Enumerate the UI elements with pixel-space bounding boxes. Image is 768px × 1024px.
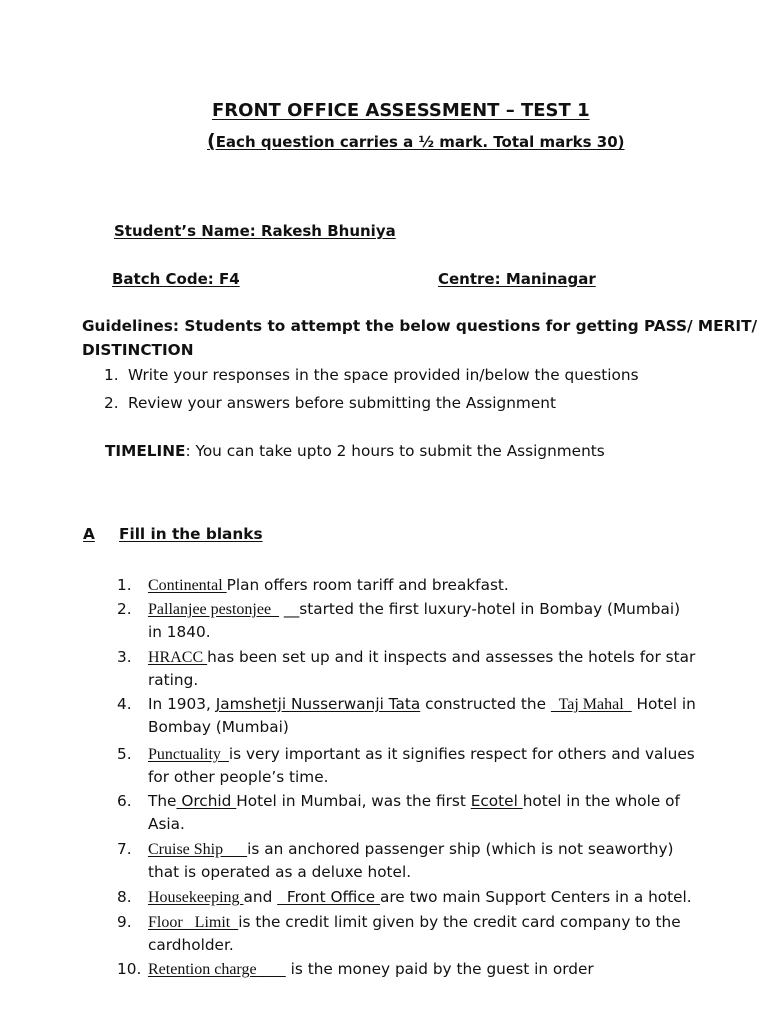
timeline bbox=[105, 442, 605, 460]
question-text-continued: Asia. bbox=[148, 815, 185, 833]
question-number: 3. bbox=[117, 648, 132, 666]
question-text-continued: for other people’s time. bbox=[148, 768, 329, 786]
question-text: constructed the bbox=[420, 695, 551, 713]
answer-field[interactable]: Front Office bbox=[277, 888, 380, 906]
question-text: are two main Support Centers in a hotel. bbox=[379, 888, 692, 906]
page-subtitle bbox=[207, 130, 625, 152]
subtitle-text: Each question carries a ½ mark. Total marks 30) bbox=[215, 133, 625, 151]
section-title: Fill in the blanks bbox=[119, 525, 263, 543]
question-text: Hotel in bbox=[631, 695, 696, 713]
question-text-continued: in 1840. bbox=[148, 623, 211, 641]
guideline-item-text: Review your answers before submitting the Assignment bbox=[128, 394, 556, 412]
guidelines-heading-line1: Guidelines: Students to attempt the below questions for getting PASS/ MERIT/ bbox=[82, 317, 758, 335]
question-number: 10. bbox=[117, 960, 142, 978]
batch-code: Batch Code: F4 bbox=[112, 270, 240, 288]
question-7 bbox=[148, 840, 674, 859]
answer-field[interactable]: Retention charge bbox=[148, 961, 257, 978]
question-text-continued: Bombay (Mumbai) bbox=[148, 718, 289, 736]
answer-field[interactable]: HRACC bbox=[148, 649, 208, 666]
question-number: 4. bbox=[117, 695, 132, 713]
answer-field[interactable]: Floor Limit bbox=[148, 914, 239, 931]
blank-gap: __ bbox=[279, 600, 300, 618]
answer-field[interactable]: Taj Mahal bbox=[550, 696, 632, 713]
answer-field[interactable]: Continental bbox=[148, 577, 227, 594]
question-text: has been set up and it inspects and assesses the hotels for star bbox=[207, 648, 696, 666]
guideline-item-number: 2. bbox=[104, 394, 119, 412]
question-text: is very important as it signifies respect for others and values bbox=[228, 745, 695, 763]
answer-field[interactable]: Punctuality bbox=[148, 746, 229, 763]
question-6 bbox=[148, 792, 680, 810]
question-text: The bbox=[148, 792, 177, 810]
question-text: is the credit limit given by the credit card company to the bbox=[238, 913, 681, 931]
question-text-continued: that is operated as a deluxe hotel. bbox=[148, 863, 412, 881]
question-text: and bbox=[243, 888, 278, 906]
question-text: hotel in the whole of bbox=[522, 792, 680, 810]
question-number: 5. bbox=[117, 745, 132, 763]
question-5 bbox=[148, 745, 695, 764]
question-number: 6. bbox=[117, 792, 132, 810]
blank-gap bbox=[257, 960, 286, 978]
student-name: Student’s Name: Rakesh Bhuniya bbox=[114, 222, 396, 240]
centre: Centre: Maninagar bbox=[438, 270, 596, 288]
question-3 bbox=[148, 648, 695, 667]
answer-field[interactable]: Ecotel bbox=[470, 792, 523, 810]
question-1 bbox=[148, 576, 509, 595]
question-text: is the money paid by the guest in order bbox=[285, 960, 594, 978]
question-number: 2. bbox=[117, 600, 132, 618]
answer-field[interactable]: Jamshetji Nusserwanji Tata bbox=[215, 695, 421, 713]
answer-field[interactable]: Cruise Ship bbox=[148, 841, 248, 858]
answer-field[interactable]: Housekeeping bbox=[148, 889, 244, 906]
question-text-continued: rating. bbox=[148, 671, 199, 689]
question-2 bbox=[148, 600, 680, 619]
guideline-item-number: 1. bbox=[104, 366, 119, 384]
question-8 bbox=[148, 888, 692, 907]
question-text: is an anchored passenger ship (which is not seaworthy) bbox=[247, 840, 674, 858]
question-4 bbox=[148, 695, 696, 714]
question-number: 7. bbox=[117, 840, 132, 858]
question-9 bbox=[148, 913, 681, 932]
answer-field[interactable]: Pallanjee pestonjee bbox=[148, 601, 280, 618]
question-number: 1. bbox=[117, 576, 132, 594]
page-title: FRONT OFFICE ASSESSMENT – TEST 1 bbox=[212, 100, 590, 121]
guidelines-heading-line2: DISTINCTION bbox=[82, 341, 194, 359]
section-letter: A bbox=[83, 525, 95, 543]
question-text: started the first luxury-hotel in Bombay (Mumbai) bbox=[299, 600, 681, 618]
answer-field[interactable]: Orchid bbox=[176, 792, 237, 810]
question-number: 8. bbox=[117, 888, 132, 906]
question-text: Hotel in Mumbai, was the first bbox=[236, 792, 471, 810]
guideline-item-text: Write your responses in the space provided in/below the questions bbox=[128, 366, 639, 384]
question-text: Plan offers room tariff and breakfast. bbox=[226, 576, 509, 594]
timeline-text: : You can take upto 2 hours to submit the Assignments bbox=[185, 442, 605, 460]
question-number: 9. bbox=[117, 913, 132, 931]
timeline-label: TIMELINE bbox=[105, 442, 186, 460]
subtitle-paren: ( bbox=[207, 130, 216, 152]
question-text-continued: cardholder. bbox=[148, 936, 234, 954]
question-10 bbox=[148, 960, 594, 979]
question-text: In 1903, bbox=[148, 695, 216, 713]
